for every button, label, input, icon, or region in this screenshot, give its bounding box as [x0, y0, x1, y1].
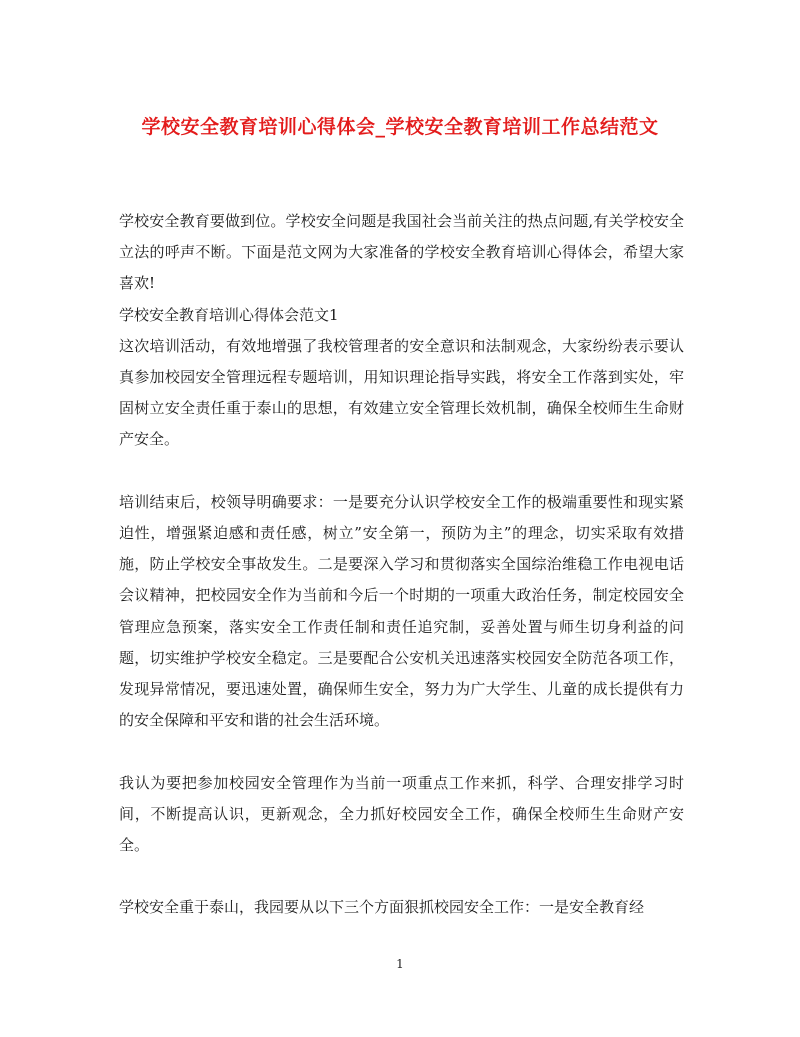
page-number: 1 — [396, 957, 404, 971]
paragraph-intro: 学校安全教育要做到位。学校安全问题是我国社会当前关注的热点问题,有关学校安全立法的呼声不断。下面是范文网为大家准备的学校安全教育培训心得体会，希望大家喜欢! — [119, 212, 684, 293]
section-heading: 学校安全教育培训心得体会范文1 — [119, 305, 339, 324]
document-body — [119, 206, 684, 924]
paragraph-leadership-requirements: 培训结束后，校领导明确要求：一是要充分认识学校安全工作的极端重要性和现实紧迫性，增强紧迫感和责任感，树立”安全第一，预防为主”的理念，切实采取有效措施，防止学校安全事故发生。二是要深入学习和贯彻落实全国综治维稳工作电视电话会议精神，把校园安全作为当前和今后一个时期的一项重大政治任务，制定校园安全管理应急预案，落实安全工作责任制和责任追究制，妥善处置与师生切身利益的问题，切实维护学校安全稳定。三是要配合公安机关迅速落实校园安全防范各项工作，发现异常情况，要迅速处置，确保师生安全，努力为广大学生、儿童的成长提供有力的安全保障和平安和谐的社会生活环境。 — [119, 492, 684, 730]
paragraph-personal-view: 我认为要把参加校园安全管理作为当前一项重点工作来抓，科学、合理安排学习时间，不断提高认识，更新观念，全力抓好校园安全工作，确保全校师生生命财产安全。 — [119, 773, 684, 855]
paragraph-three-aspects: 学校安全重于泰山，我园要从以下三个方面狠抓校园安全工作：一是安全教育经 — [119, 898, 645, 917]
paragraph-gap — [119, 736, 684, 767]
paragraph-gap — [119, 861, 684, 892]
paragraph-gap — [119, 456, 684, 487]
paragraph-training-effect: 这次培训活动，有效地增强了我校管理者的安全意识和法制观念，大家纷纷表示要认真参加校园安全管理远程专题培训，用知识理论指导实践，将安全工作落到实处，牢固树立安全责任重于泰山的思想，有效建立安全管理长效机制，确保全校师生生命财产安全。 — [119, 336, 684, 449]
document-title: 学校安全教育培训心得体会_学校安全教育培训工作总结范文 — [141, 116, 659, 138]
